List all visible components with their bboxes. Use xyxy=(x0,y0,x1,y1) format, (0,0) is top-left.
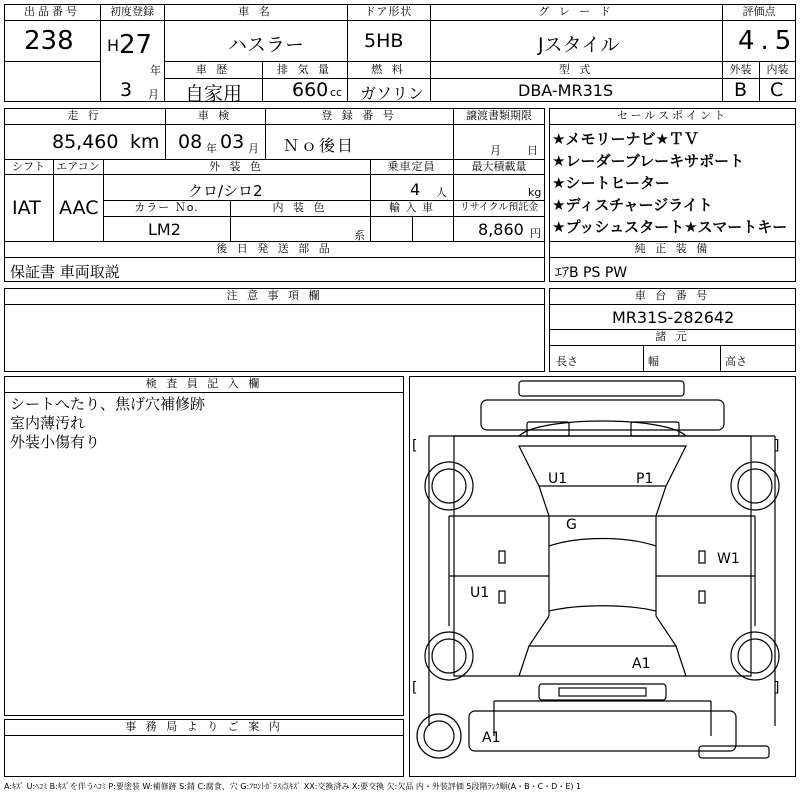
inspection-month: 03 xyxy=(220,131,245,153)
sales-point-item: ★レーダーブレーキサポート xyxy=(552,152,745,170)
first-reg-label: 初度登録 xyxy=(110,5,154,18)
legend: A:ｷｽﾞ U:ﾍｺﾐ B:ｷｽﾞを伴うﾍｺﾐ P:要塗装 W:補修跡 S:錆 C:腐食、穴 G:ﾌﾛﾝﾄｶﾞﾗｽ点ｷｽﾞ XX:交換済み X:要交換 欠:欠品 内・外装評価 5段階ﾗﾝｸ順(A・B・C・D・E) 1 xyxy=(4,782,582,791)
inspection-year: 08 xyxy=(178,131,203,153)
lot-no: 238 xyxy=(24,26,74,56)
lot-no-label: 出品番号 xyxy=(24,5,80,18)
chassis-number: MR31S-282642 xyxy=(612,308,735,327)
displacement: 660 xyxy=(292,79,329,101)
inspector-note: 室内薄汚れ xyxy=(10,414,86,432)
ac-label: エアコン xyxy=(56,160,100,173)
transfer-day-unit: 日 xyxy=(527,144,538,157)
sales-point-item: ★シートヒーター xyxy=(552,174,670,192)
inspection-year-unit: 年 xyxy=(206,142,217,155)
ext-color: クロ/シロ2 xyxy=(188,182,263,200)
width-label: 幅 xyxy=(648,355,659,368)
bracket-left-front: [ xyxy=(412,438,418,454)
load-label: 最大積載量 xyxy=(471,160,527,173)
inspection-month-unit: 月 xyxy=(248,142,259,155)
transfer-month-unit: 月 xyxy=(490,144,501,157)
later-parts: 保証書 車両取説 xyxy=(10,263,120,281)
capacity-unit: 人 xyxy=(436,186,447,199)
score: 4.5 xyxy=(738,26,798,56)
color-no: LM2 xyxy=(148,220,181,239)
mileage: 85,460 xyxy=(52,131,119,153)
grade: Jスタイル xyxy=(538,34,620,56)
capacity: 4 xyxy=(410,180,421,199)
year-unit: 年 xyxy=(150,64,161,77)
car-diagram xyxy=(409,376,796,777)
recycle: 8,860 xyxy=(478,220,524,239)
interior-label: 内装 xyxy=(766,63,789,76)
specs-label: 諸 元 xyxy=(655,330,690,343)
model-label: 型 式 xyxy=(558,63,594,76)
import-label: 輸 入 車 xyxy=(389,201,434,214)
fuel-label: 燃 料 xyxy=(371,63,406,76)
sales-points-label: セールスポイント xyxy=(616,109,728,122)
exterior-grade: B xyxy=(734,79,748,101)
inspector-notes xyxy=(10,395,205,452)
inspection-label: 車 検 xyxy=(197,109,233,122)
score-label: 評価点 xyxy=(742,5,776,18)
damage-mark: U1 xyxy=(470,585,490,601)
equipment: ｴｱB PS PW xyxy=(555,265,628,281)
chassis-label: 車 台 番 号 xyxy=(634,289,711,302)
displacement-label: 排 気 量 xyxy=(277,63,332,76)
era: H xyxy=(107,36,120,55)
interior-grade: C xyxy=(770,79,784,101)
caution-label: 注 意 事 項 欄 xyxy=(226,289,323,302)
grade-label: グ レ ー ド xyxy=(538,5,614,18)
sales-point-item: ★メモリーナビ★ＴＶ xyxy=(552,130,699,148)
mileage-label: 走 行 xyxy=(67,109,102,122)
sales-point-item: ★ディスチャージライト xyxy=(552,196,713,214)
ac: AAC xyxy=(59,197,99,219)
damage-mark: U1 xyxy=(548,471,568,487)
damage-mark: A1 xyxy=(482,730,501,746)
shift: IAT xyxy=(12,197,41,219)
int-color-unit: 系 xyxy=(354,229,365,242)
office-label: 事 務 局 よ り ご 案 内 xyxy=(125,720,283,733)
bracket-right-rear: ] xyxy=(774,680,780,696)
car-name: ハスラー xyxy=(228,34,305,56)
load-unit: kg xyxy=(528,186,542,199)
bracket-right-front: ] xyxy=(774,438,780,454)
equipment-label: 純 正 装 備 xyxy=(634,242,711,255)
damage-mark: G xyxy=(566,517,577,533)
damage-mark: W1 xyxy=(717,551,740,567)
reg-no: Ｎｏ後日 xyxy=(283,136,356,155)
exterior-label: 外装 xyxy=(729,63,752,76)
history: 自家用 xyxy=(185,83,243,105)
recycle-unit: 円 xyxy=(530,227,541,240)
month-unit: 月 xyxy=(148,88,159,101)
sales-point-item: ★プッシュスタート★スマートキー xyxy=(552,218,788,236)
model: DBA-MR31S xyxy=(518,81,614,100)
door: 5HB xyxy=(364,30,404,52)
later-parts-label: 後 日 発 送 部 品 xyxy=(216,242,333,255)
inspector-label: 検 査 員 記 入 欄 xyxy=(145,377,263,390)
length-label: 長さ xyxy=(556,355,578,368)
height-label: 高さ xyxy=(725,355,747,368)
shift-label: シフト xyxy=(12,160,45,173)
reg-no-label: 登 録 番 号 xyxy=(321,109,397,122)
recycle-label: リサイクル預託金 xyxy=(459,202,539,213)
sales-points-list xyxy=(552,128,787,238)
color-no-label: カラー Ｎo. xyxy=(134,201,199,214)
displacement-unit: cc xyxy=(330,86,343,99)
fuel: ガソリン xyxy=(360,84,425,103)
ext-color-label: 外 装 色 xyxy=(209,160,264,173)
first-reg-month: 3 xyxy=(120,79,133,101)
inspector-note: 外装小傷有り xyxy=(10,433,101,451)
bracket-left-rear: [ xyxy=(412,680,418,696)
damage-mark: A1 xyxy=(632,656,651,672)
vehicle-info-box xyxy=(4,108,545,242)
car-name-label: 車 名 xyxy=(238,5,273,18)
first-reg-year: 27 xyxy=(119,30,153,60)
door-label: ドア形状 xyxy=(364,5,413,18)
transfer-label: 譲渡書類期限 xyxy=(466,109,532,122)
inspector-note: シートへたり、焦げ穴補修跡 xyxy=(10,395,206,413)
int-color-label: 内 装 色 xyxy=(272,201,328,214)
history-label: 車 歴 xyxy=(195,63,231,76)
damage-mark: P1 xyxy=(636,471,654,487)
capacity-label: 乗車定員 xyxy=(387,160,436,173)
mileage-unit: km xyxy=(130,131,160,153)
